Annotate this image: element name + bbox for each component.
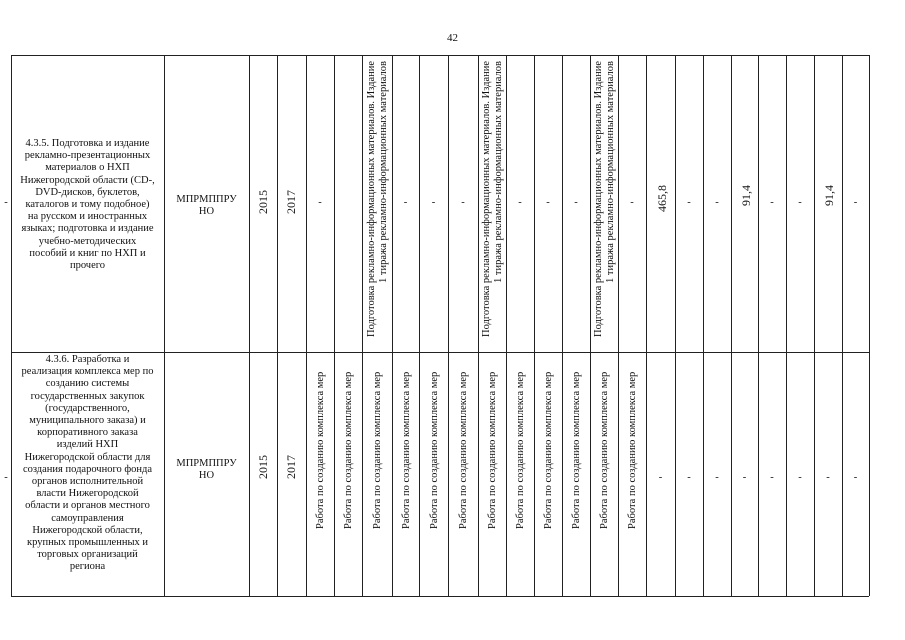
column-rule-12: [534, 55, 535, 596]
result-description: Работа по созданию комплекса мер: [487, 372, 498, 530]
column-rule-24: [869, 55, 870, 596]
empty-value-dash: -: [431, 197, 436, 208]
empty-value-dash: -: [687, 472, 691, 483]
column-rule-19: [731, 55, 732, 596]
amount-value: 465,8: [654, 185, 669, 212]
column-rule-10: [478, 55, 479, 596]
amount-value: 91,4: [822, 185, 836, 206]
empty-value-dash: -: [853, 472, 858, 483]
column-rule-14: [590, 55, 591, 596]
column-rule-6: [362, 55, 363, 596]
result-description: Работа по созданию комплекса мер: [543, 372, 554, 530]
row-rule-1: [11, 352, 869, 353]
column-rule-4: [306, 55, 307, 596]
empty-value-dash: -: [4, 472, 8, 483]
start-year: 2015: [256, 455, 270, 479]
empty-value-dash: -: [715, 472, 719, 483]
executor: МПРМППРУ НО: [176, 194, 237, 218]
empty-value-dash: -: [798, 472, 802, 483]
empty-value-dash: -: [461, 197, 465, 208]
activity-name: 4.3.5. Подготовка и издание рекламно-презентационных материалов о НХП Нижегородской области (CD-, DVD-дисков, буклетов, каталогов и тому подобное) на русском и иностранных языках; подготовка и издание учебно-методических пособий и книг по НХП и прочего: [20, 138, 155, 272]
empty-value-dash: -: [826, 472, 830, 483]
page-number: 42: [447, 32, 458, 44]
result-description: Работа по созданию комплекса мер: [458, 372, 469, 530]
start-year: 2015: [256, 190, 270, 214]
empty-value-dash: -: [770, 472, 774, 483]
column-rule-21: [786, 55, 787, 596]
column-rule-1: [164, 55, 165, 596]
column-rule-3: [277, 55, 278, 596]
result-description: Подготовка рекламно-информационных материалов. Издание 1 тиража рекламно-информационных материалов: [366, 61, 389, 338]
end-year: 2017: [284, 190, 298, 214]
empty-value-dash: -: [715, 197, 719, 208]
empty-value-dash: -: [546, 197, 550, 208]
column-rule-13: [562, 55, 563, 596]
column-rule-23: [842, 55, 843, 596]
row-rule-0: [11, 55, 869, 56]
result-description: Работа по созданию комплекса мер: [515, 372, 526, 530]
column-rule-22: [814, 55, 815, 596]
row-rule-2: [11, 596, 869, 597]
result-description: Работа по созданию комплекса мер: [428, 372, 440, 530]
amount-value: 91,4: [738, 185, 753, 206]
column-rule-2: [249, 55, 250, 596]
empty-value-dash: -: [853, 197, 858, 208]
result-description: Работа по созданию комплекса мер: [315, 372, 326, 530]
empty-value-dash: -: [4, 197, 8, 208]
column-rule-11: [506, 55, 507, 596]
executor: МПРМППРУ НО: [176, 458, 237, 482]
empty-value-dash: -: [798, 197, 802, 208]
column-rule-20: [758, 55, 759, 596]
column-rule-9: [448, 55, 449, 596]
empty-value-dash: -: [518, 197, 522, 208]
column-rule-16: [646, 55, 647, 596]
empty-value-dash: -: [574, 197, 578, 208]
column-rule-17: [675, 55, 676, 596]
result-description: Работа по созданию комплекса мер: [599, 372, 610, 530]
column-rule-5: [334, 55, 335, 596]
column-rule-0: [11, 55, 12, 596]
result-description: Работа по созданию комплекса мер: [400, 372, 412, 530]
empty-value-dash: -: [403, 197, 408, 208]
empty-value-dash: -: [658, 472, 663, 483]
end-year: 2017: [284, 455, 298, 479]
result-description: Работа по созданию комплекса мер: [627, 372, 638, 530]
result-description: Подготовка рекламно-информационных материалов. Издание 1 тиража рекламно-информационных материалов: [481, 61, 504, 338]
empty-value-dash: -: [770, 197, 774, 208]
result-description: Работа по созданию комплекса мер: [343, 372, 354, 530]
column-rule-7: [392, 55, 393, 596]
column-rule-8: [419, 55, 420, 596]
empty-value-dash: -: [742, 472, 747, 483]
empty-value-dash: -: [687, 197, 691, 208]
empty-value-dash: -: [630, 197, 634, 208]
empty-value-dash: -: [318, 197, 322, 208]
result-description: Подготовка рекламно-информационных материалов. Издание 1 тиража рекламно-информационных материалов: [593, 61, 616, 338]
column-rule-15: [618, 55, 619, 596]
column-rule-18: [703, 55, 704, 596]
activity-name: 4.3.6. Разработка и реализация комплекса мер по созданию системы государственных закупок (государственного, муниципального заказа) и корпоративного заказа изделий НХП Нижегородской области для создания подарочного фонда органов исполнительной власти Нижегородской области и органов местного самоуправления Нижегородской области, крупных промышленных и торговых организаций региона: [21, 354, 154, 573]
result-description: Работа по созданию комплекса мер: [372, 372, 383, 530]
result-description: Работа по созданию комплекса мер: [571, 372, 582, 530]
